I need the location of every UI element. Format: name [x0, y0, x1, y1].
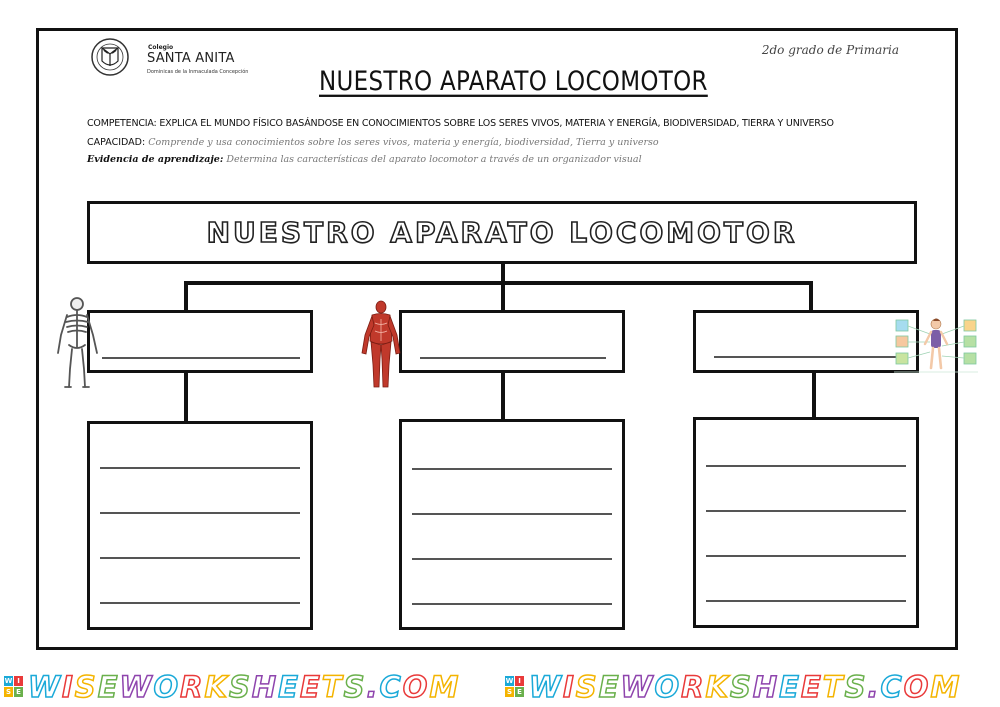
- answer-line[interactable]: [412, 468, 612, 470]
- brand-letter: S: [228, 670, 252, 704]
- answer-box-3: [693, 417, 919, 628]
- logo-letter: I: [14, 676, 23, 686]
- capacidad-line: [87, 137, 659, 148]
- evidencia-text: Determina las características del aparato locomotor a través de un organizador visual: [226, 154, 642, 165]
- brand-letter: E: [97, 670, 120, 704]
- answer-line[interactable]: [412, 513, 612, 515]
- evidencia-label: Evidencia de aprendizaje:: [87, 154, 224, 165]
- brand-letter: S: [343, 670, 367, 704]
- connector-left: [184, 281, 188, 311]
- answer-line[interactable]: [706, 600, 906, 602]
- logo-letter: I: [515, 676, 524, 686]
- branch-box-2: [399, 310, 625, 373]
- answer-line[interactable]: [706, 510, 906, 512]
- organizer-title: NUESTRO APARATO LOCOMOTOR: [206, 216, 798, 249]
- brand-letter: T: [822, 670, 845, 704]
- brand-letter: E: [598, 670, 621, 704]
- brand-letter: I: [563, 670, 576, 704]
- branch-box-3: [693, 310, 919, 373]
- brand-letter: E: [278, 670, 300, 704]
- brand-letter: R: [681, 670, 706, 704]
- brand-letter: H: [251, 670, 279, 704]
- answer-box-2: [399, 419, 625, 630]
- brand-letter: E: [299, 670, 322, 704]
- answer-line[interactable]: [100, 467, 300, 469]
- muscles-icon: [359, 299, 403, 391]
- capacidad-text: Comprende y usa conocimientos sobre los seres vivos, materia y energía, biodiversidad, Tierra y universo: [148, 137, 659, 148]
- connector-lower-left: [184, 372, 188, 422]
- brand-letter: C: [880, 670, 904, 704]
- brand-letter: O: [153, 670, 181, 704]
- brand-letter: S: [74, 670, 98, 704]
- answer-line[interactable]: [412, 558, 612, 560]
- school-crest-icon: [90, 37, 130, 77]
- answer-line[interactable]: [706, 465, 906, 467]
- brand-letter: W: [119, 670, 154, 704]
- wise-logo-icon: [4, 676, 24, 698]
- answer-line[interactable]: [412, 603, 612, 605]
- brand-letter: E: [800, 670, 823, 704]
- joints-icon: [894, 316, 984, 374]
- answer-line[interactable]: [706, 555, 906, 557]
- logo-letter: W: [505, 677, 514, 685]
- brand-letter: .: [867, 670, 881, 704]
- grade-label: 2do grado de Primaria: [761, 43, 899, 57]
- answer-box-1: [87, 421, 313, 630]
- brand-letter: K: [204, 670, 229, 704]
- connector-lower-middle: [501, 372, 505, 420]
- brand-letter: M: [429, 670, 461, 704]
- organizer-title-box: [87, 201, 917, 264]
- answer-line[interactable]: [420, 357, 606, 359]
- footer-watermark: [0, 670, 1000, 704]
- answer-line[interactable]: [714, 356, 904, 358]
- brand-letter: O: [402, 670, 430, 704]
- brand-letter: S: [575, 670, 599, 704]
- brand-letter: K: [705, 670, 730, 704]
- wise-logo-icon: [505, 676, 525, 698]
- logo-letter: W: [4, 677, 13, 685]
- brand-letter: T: [321, 670, 344, 704]
- answer-line[interactable]: [102, 357, 300, 359]
- brand-letter: W: [529, 670, 563, 704]
- school-name: SANTA ANITA: [147, 51, 235, 66]
- evidencia-line: [87, 154, 642, 165]
- answer-line[interactable]: [100, 602, 300, 604]
- capacidad-label: CAPACIDAD:: [87, 137, 146, 148]
- connector-lower-right: [812, 372, 816, 418]
- logo-letter: E: [515, 687, 524, 697]
- brand-letter: H: [752, 670, 780, 704]
- brand-letter: W: [28, 670, 62, 704]
- answer-line[interactable]: [100, 557, 300, 559]
- page-title: NUESTRO APARATO LOCOMOTOR: [319, 67, 708, 97]
- brand-letter: .: [366, 670, 380, 704]
- brand-letter: S: [729, 670, 753, 704]
- brand-text: [529, 670, 961, 704]
- school-label: Colegio: [148, 44, 174, 51]
- brand-letter: O: [903, 670, 931, 704]
- brand-letter: M: [930, 670, 962, 704]
- logo-letter: E: [14, 687, 23, 697]
- connector-right: [809, 281, 813, 311]
- skeleton-icon: [53, 295, 101, 391]
- brand-letter: S: [844, 670, 868, 704]
- logo-letter: S: [5, 688, 12, 696]
- logo-letter: S: [506, 688, 513, 696]
- brand-letter: E: [779, 670, 801, 704]
- competencia-text: COMPETENCIA: EXPLICA EL MUNDO FÍSICO BASÁNDOSE EN CONOCIMIENTOS SOBRE LOS SERES VIVOS, MATERIA Y ENERGÍA, BIODIVERSIDAD, TIERRA Y UNIVERSO: [87, 118, 834, 129]
- brand-letter: I: [62, 670, 75, 704]
- answer-line[interactable]: [100, 512, 300, 514]
- brand-letter: R: [180, 670, 205, 704]
- branch-box-1: [87, 310, 313, 373]
- brand-letter: O: [654, 670, 682, 704]
- brand-letter: W: [620, 670, 655, 704]
- brand-text: [28, 670, 460, 704]
- connector-middle: [501, 281, 505, 311]
- connector-horizontal: [184, 281, 813, 285]
- worksheet: [36, 28, 958, 650]
- school-subtitle: Dominicas de la Inmaculada Concepción: [147, 69, 249, 75]
- brand-letter: C: [379, 670, 403, 704]
